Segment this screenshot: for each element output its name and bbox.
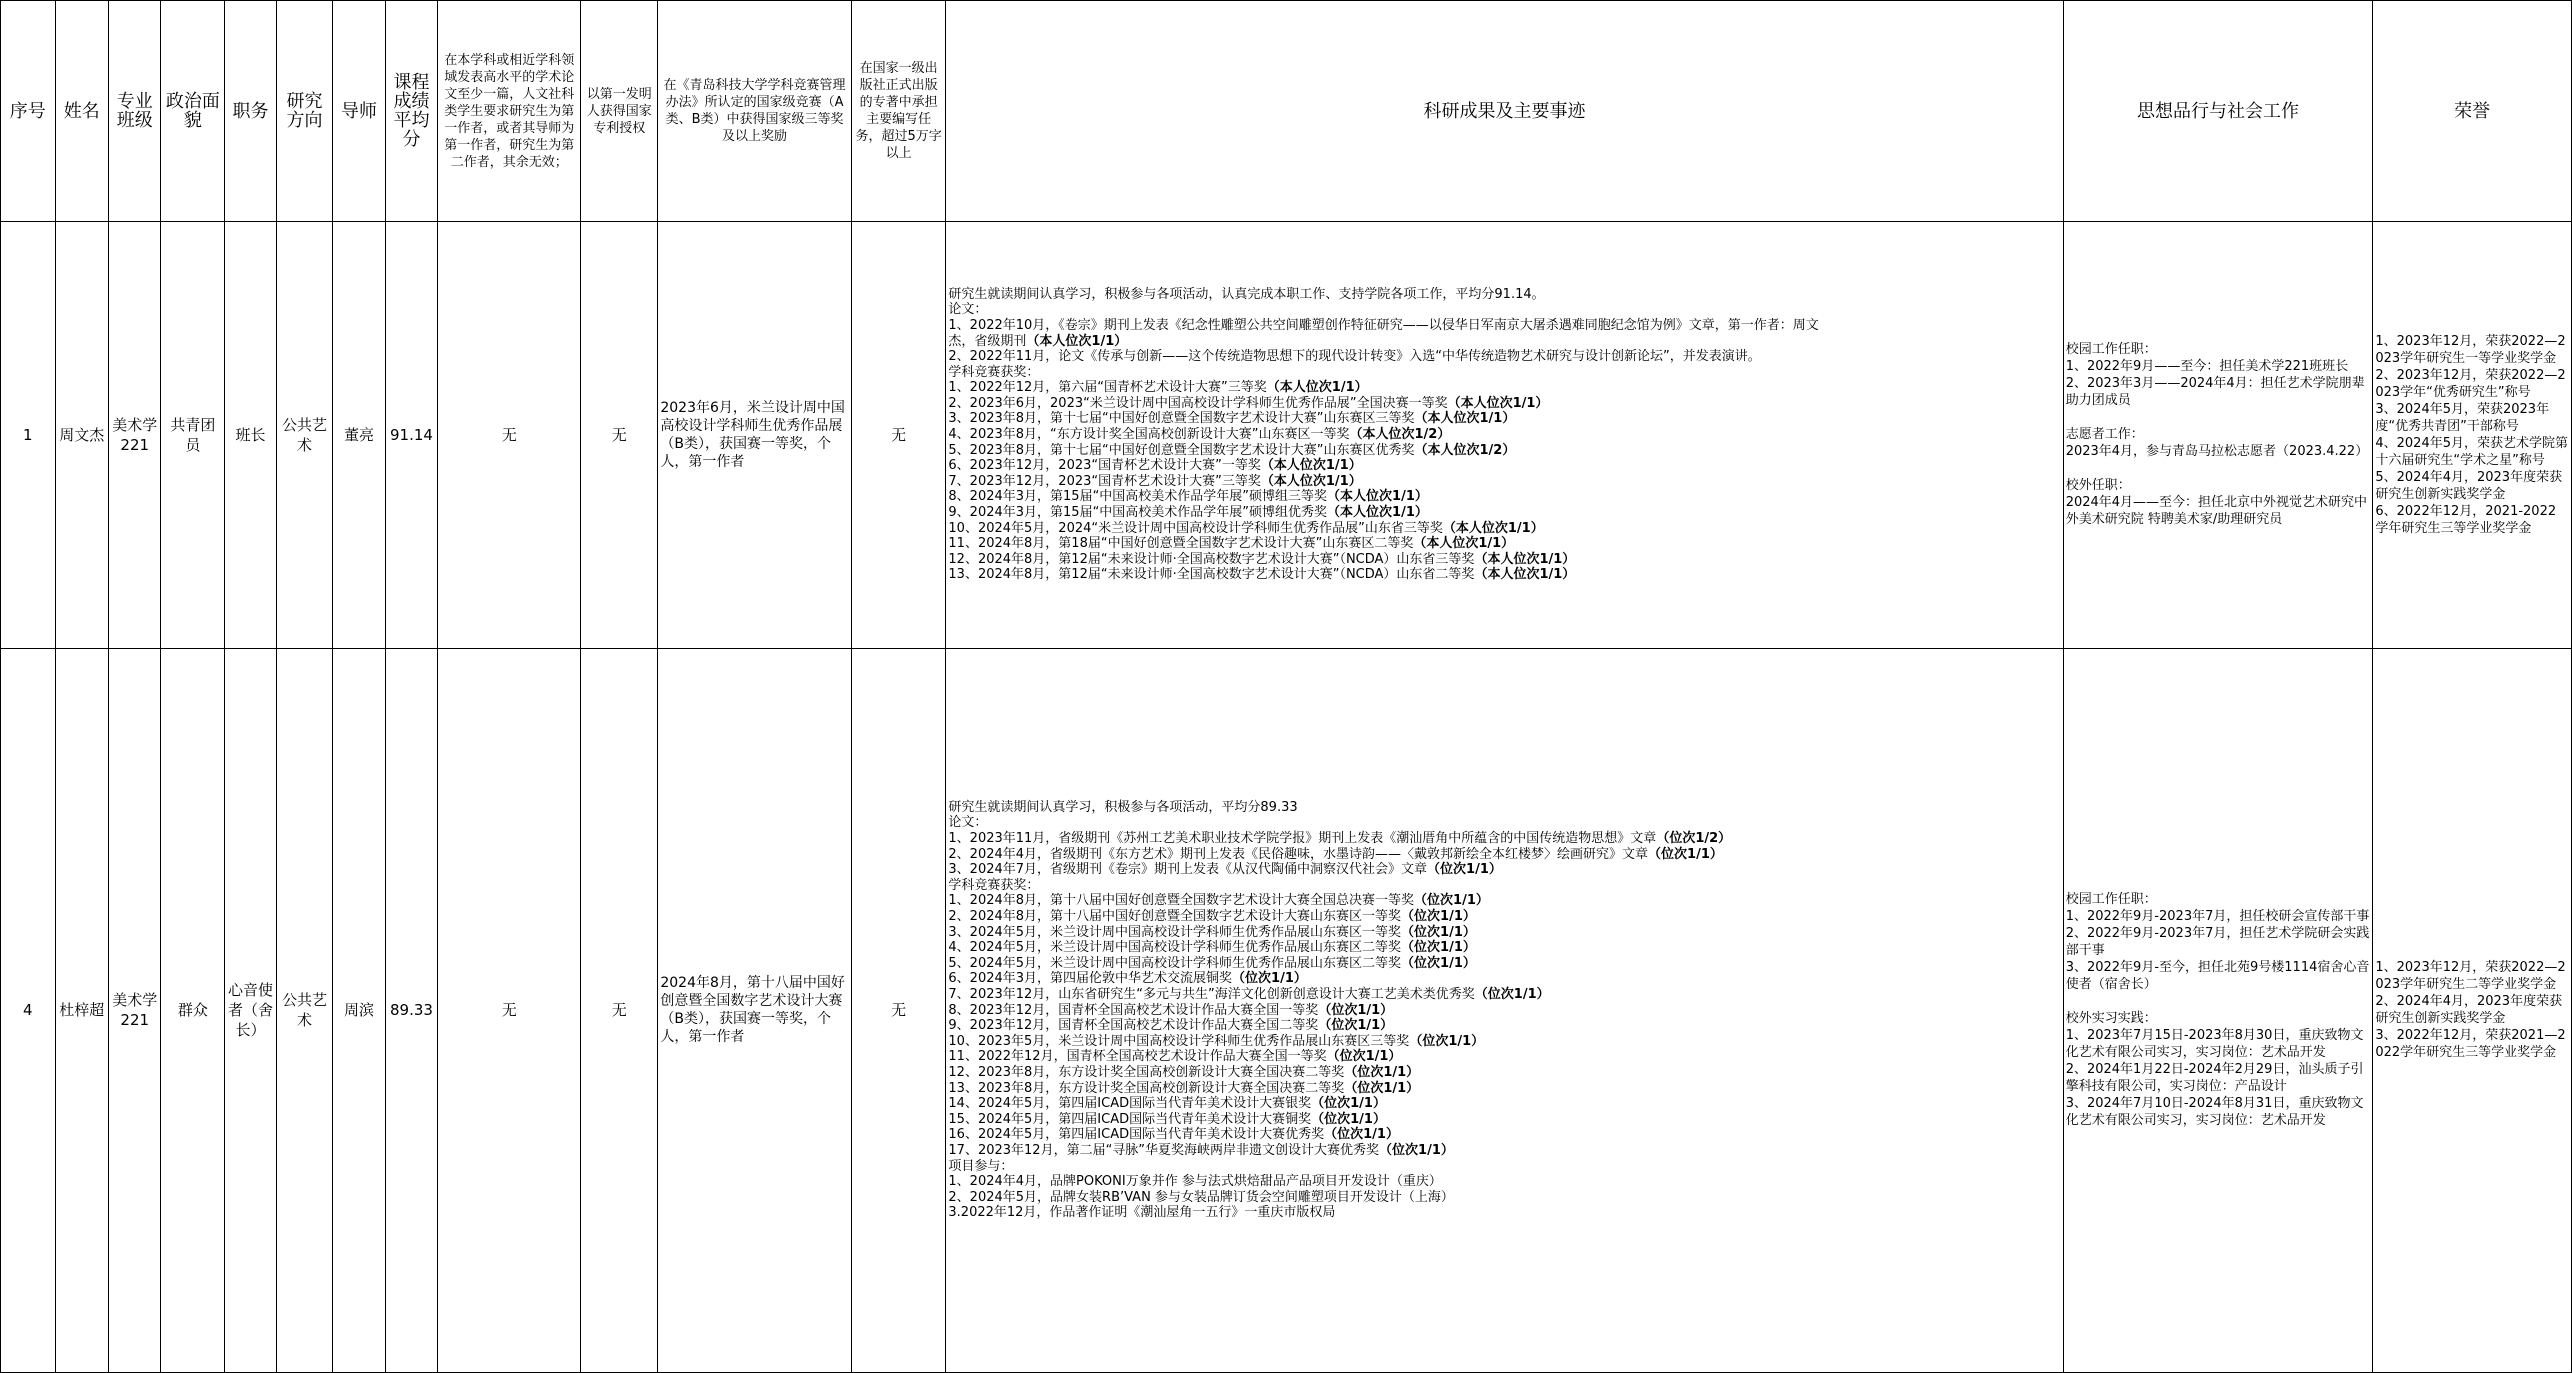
cell-paper-requirement: 无 [438,222,581,649]
rank-label: （位次1/1） [1427,862,1502,878]
cell-advisor: 董亮 [333,222,385,649]
text-line: 1、2023年12月，荣获2022—2023学年研究生一等学业奖学金 [2375,333,2566,366]
achievement-line [948,971,2060,987]
rank-label: （位次1/1） [1311,1096,1386,1112]
text-line [2066,409,2371,426]
text-line: 校外任职： [2065,478,2131,494]
rank-label: （位次1/1） [1401,909,1476,924]
achievement-text: 杰，省级期刊 [948,333,1027,349]
rank-label: （本人位次1/1） [1327,505,1428,521]
cell-political: 群众 [161,648,225,1372]
achievement-line [948,862,2060,878]
text-line: 校园工作任职： [2065,342,2157,358]
achievement-text: 6、2024年3月，第四届伦敦中华艺术交流展铜奖 [948,971,1233,987]
rank-label: （本人位次1/1） [1474,551,1576,567]
achievement-text: 2、2023年6月，2023“米兰设计周中国高校设计学科师生优秀作品展”全国决赛一等奖 [948,395,1448,411]
achievement-line [948,940,2060,956]
table-row [1,648,2572,1372]
achievement-line [948,302,2060,318]
achievement-text: 研究生就读期间认真学习，积极参与各项活动，平均分89.33 [948,799,1298,815]
achievement-line [948,925,2060,941]
rank-label: （位次1/1） [1401,924,1476,940]
header-row [1,1,2572,222]
achievement-text: 2、2022年11月，论文《传承与创新——这个传统造物思想下的现代设计转变》入选“中华传统造物艺术研究与设计创新论坛”，并发表演讲。 [948,349,1761,365]
header-honors: 荣誉 [2373,1,2572,222]
achievement-line [948,987,2060,1003]
achievement-line [948,878,2060,894]
achievement-text: 11、2022年12月，国青杯全国高校艺术设计作品大赛全国一等奖 [948,1049,1327,1065]
achievement-text: 6、2023年12月，2023“国青杯艺术设计大赛”一等奖 [948,458,1261,474]
rank-label: （位次1/1） [1401,940,1476,956]
achievement-text: 3、2024年5月，米兰设计周中国高校设计学科师生优秀作品展山东赛区一等奖 [948,924,1402,940]
achievement-text: 10、2024年5月，2024“米兰设计周中国高校设计学科师生优秀作品展”山东省三等奖 [948,520,1443,536]
cell-patent: 无 [581,222,658,649]
achievement-text: 3、2023年8月，第十七届“中国好创意暨全国数字艺术设计大赛”山东赛区三等奖 [948,411,1415,427]
header-advisor: 导师 [333,1,385,222]
rank-label: （本人位次1/1） [1026,333,1128,349]
achievement-line [948,1096,2060,1112]
header-morality: 思想品行与社会工作 [2063,1,2373,222]
achievement-line [948,1205,2060,1221]
text-line: 1、2023年12月，荣获2022—2023学年研究生二等学业奖学金 [2375,960,2566,993]
cell-research: 公共艺术 [276,222,333,649]
achievement-text: 3、2024年7月，省级期刊《卷宗》期刊上发表《从汉代陶俑中洞察汉代社会》文章 [948,862,1428,878]
cell-book: 无 [851,222,946,649]
achievement-text: 12、2024年8月，第12届“未来设计师·全国高校数字艺术设计大赛”（NCDA）山东省三等奖 [948,551,1475,567]
achievement-text: 10、2023年5月，米兰设计周中国高校设计学科师生优秀作品展山东赛区三等奖 [948,1033,1410,1049]
achievement-line [948,1174,2060,1190]
achievement-text: 1、2024年8月，第十八届中国好创意暨全国数字艺术设计大赛全国总决赛一等奖 [948,893,1415,909]
achievement-line [948,1049,2060,1065]
text-line: 2、2022年9月-2023年7月，担任艺术学院研会实践部干事 [2065,926,2370,959]
rank-label: （位次1/1） [1379,1142,1454,1158]
rank-label: （本人位次1/1） [1414,411,1516,427]
text-line: 4、2024年5月，荣获艺术学院第十六届研究生“学术之星”称号 [2375,435,2568,468]
achievement-line [948,1018,2060,1034]
text-line [2066,993,2371,1010]
achievement-text: 4、2024年5月，米兰设计周中国高校设计学科师生优秀作品展山东赛区二等奖 [948,940,1402,956]
cell-honors [2373,222,2572,649]
achievement-text: 13、2023年8月，东方设计奖全国高校创新设计大赛全国决赛二等奖 [948,1080,1345,1096]
rank-label: （位次1/1） [1414,893,1489,909]
achievement-line [948,380,2060,396]
achievement-line [948,552,2060,568]
achievement-line [948,1159,2060,1175]
text-line: 2024年4月——至今：担任北京中外视觉艺术研究中外美术研究院 特聘美术家/助理研究员 [2065,495,2368,528]
rank-label: （位次1/1） [1232,971,1307,987]
cell-name: 周文杰 [55,222,108,649]
achievement-line [948,1065,2060,1081]
achievement-line [948,536,2060,552]
achievement-line [948,489,2060,505]
cell-paper-requirement: 无 [438,648,581,1372]
achievement-text: 1、2023年11月，省级期刊《苏州工艺美术职业技术学院学报》期刊上发表《潮汕厝角中所蕴含的中国传统造物思想》文章 [948,831,1657,847]
cell-advisor: 周滨 [333,648,385,1372]
rank-label: （位次1/1） [1311,1111,1386,1127]
cell-major-class: 美术学221 [109,222,161,649]
cell-position: 心音使者（舍长） [225,648,276,1372]
achievement-line [948,1143,2060,1159]
achievement-line [948,427,2060,443]
achievement-text: 9、2024年3月，第15届“中国高校美术作品学年展”硕博组优秀奖 [948,505,1328,521]
text-line: 5、2024年4月，2023年度荣获研究生创新实践奖学金 [2375,469,2563,502]
cell-research: 公共艺术 [276,648,333,1372]
achievement-line [948,956,2060,972]
achievement-text: 11、2024年8月，第18届“中国好创意暨全国数字艺术设计大赛”山东赛区二等奖 [948,536,1414,552]
achievement-line [948,1081,2060,1097]
achievement-text: 9、2023年12月，国青杯全国高校艺术设计作品大赛全国二等奖 [948,1018,1319,1034]
cell-patent: 无 [581,648,658,1372]
achievement-text: 8、2023年12月，国青杯全国高校艺术设计作品大赛全国一等奖 [948,1002,1319,1018]
achievement-line [948,1127,2060,1143]
achievement-text: 16、2024年5月，第四届ICAD国际当代青年美术设计大赛优秀奖 [948,1127,1325,1143]
header-competition: 在《青岛科技大学学科竞赛管理办法》所认定的国家级竞赛（A类、B类）中获得国家级三等奖及以上奖励 [658,1,851,222]
achievement-text: 1、2022年10月，《卷宗》期刊上发表《纪念性雕塑公共空间雕塑创作特征研究——以侵华日军南京大屠杀遇难同胞纪念馆为例》文章，第一作者：周文 [948,317,1819,333]
text-line: 3、2024年7月10日-2024年8月31日，重庆致物文化艺术有限公司实习，实习岗位：艺术品开发 [2065,1096,2364,1129]
rank-label: （位次1/1） [1409,1033,1485,1049]
cell-morality [2063,222,2373,649]
achievement-text: 7、2023年12月，2023“国青杯艺术设计大赛”三等奖 [948,473,1261,489]
achievement-text: 1、2024年4月，品牌POKONI万象并作 参与法式烘焙甜品产品项目开发设计（重庆） [948,1174,1442,1190]
text-line: 2、2024年1月22日-2024年2月29日，汕头质子引擎科技有限公司，实习岗位：产品设计 [2065,1062,2364,1095]
cell-name: 杜梓超 [55,648,108,1372]
rank-label: （本人位次1/1） [1474,567,1576,583]
achievement-text: 3.2022年12月，作品著作证明《潮汕屋角一五行》一重庆市版权局 [948,1205,1336,1221]
achievement-line [948,893,2060,909]
cell-gpa: 91.14 [385,222,437,649]
rank-label: （位次1/1） [1648,846,1723,862]
achievement-line [948,318,2060,334]
text-line: 1、2022年9月-2023年7月，担任校研会宣传部干事 [2065,909,2370,925]
text-line: 2、2023年3月——2024年4月：担任艺术学院朋辈助力团成员 [2065,376,2365,409]
achievement-text: 2、2024年8月，第十八届中国好创意暨全国数字艺术设计大赛山东赛区一等奖 [948,909,1402,924]
achievement-text: 1、2022年12月，第六届“国青杯艺术设计大赛”三等奖 [948,380,1267,396]
rank-label: （位次1/1） [1326,1049,1402,1065]
achievement-text: 2、2024年4月，省级期刊《东方艺术》期刊上发表《民俗趣味，水墨诗韵——〈戴敦邦新绘全本红楼梦〉绘画研究》文章 [948,846,1649,862]
cell-seq: 4 [1,648,56,1372]
achievement-text: 13、2024年8月，第12届“未来设计师·全国高校数字艺术设计大赛”（NCDA）山东省二等奖 [948,567,1475,583]
text-line: 3、2024年5月，荣获2023年度“优秀共青团”干部称号 [2375,401,2550,434]
text-line: 1、2023年7月15日-2023年8月30日，重庆致物文化艺术有限公司实习，实习岗位：艺术品开发 [2065,1028,2364,1061]
header-seq: 序号 [1,1,56,222]
header-name: 姓名 [55,1,108,222]
cell-major-class: 美术学221 [109,648,161,1372]
table-row [1,222,2572,649]
achievement-text: 论文： [948,302,988,318]
cell-position: 班长 [225,222,276,649]
achievement-line [948,909,2060,925]
achievement-text: 7、2023年12月，山东省研究生“多元与共生”海洋文化创新创意设计大赛工艺美术类优秀奖 [948,986,1475,1002]
cell-competition: 2024年8月，第十八届中国好创意暨全国数字艺术设计大赛（B类），获国赛一等奖，个人，第一作者 [658,648,851,1372]
cell-achievements [946,648,2063,1372]
achievement-text: 12、2023年8月，东方设计奖全国高校创新设计大赛全国决赛二等奖 [948,1064,1345,1080]
rank-label: （本人位次1/1） [1260,458,1362,474]
achievement-text: 5、2023年8月，第十七届“中国好创意暨全国数字艺术设计大赛”山东赛区优秀奖 [948,442,1415,458]
cell-morality [2063,648,2373,1372]
text-line: 校外实习实践： [2065,1011,2157,1027]
achievement-line [948,349,2060,365]
achievement-text: 5、2024年5月，米兰设计周中国高校设计学科师生优秀作品展山东赛区二等奖 [948,955,1402,971]
cell-seq: 1 [1,222,56,649]
achievement-text: 8、2024年3月，第15届“中国高校美术作品学年展”硕博组三等奖 [948,489,1328,505]
achievement-text: 论文： [948,815,988,831]
achievement-line [948,411,2060,427]
rank-label: （本人位次1/1） [1327,489,1428,505]
rank-label: （位次1/1） [1474,986,1550,1002]
text-line: 3、2022年9月-至今，担任北苑9号楼1114宿舍心音使者（宿舍长） [2065,960,2370,993]
rank-label: （位次1/1） [1344,1080,1420,1096]
header-paper-requirement: 在本学科或相近学科领域发表高水平的学术论文至少一篇，人文社科类学生要求研究生为第一作者，或者其导师为第一作者，研究生为第二作者，其余无效； [438,1,581,222]
cell-book: 无 [851,648,946,1372]
cell-honors [2373,648,2572,1372]
cell-competition: 2023年6月，米兰设计周中国高校设计学科师生优秀作品展（B类），获国赛一等奖，个人，第一作者 [658,222,851,649]
rank-label: （位次1/1） [1324,1127,1399,1143]
header-achievements: 科研成果及主要事迹 [946,1,2063,222]
achievement-text: 17、2023年12月，第二届“寻脉”华夏奖海峡两岸非遗文创设计大赛优秀奖 [948,1142,1380,1158]
rank-label: （本人位次1/1） [1447,395,1549,411]
rank-label: （本人位次1/1） [1413,536,1515,552]
achievement-text: 4、2023年8月，“东方设计奖全国高校创新设计大赛”山东赛区一等奖 [948,427,1350,443]
header-political: 政治面貌 [161,1,225,222]
rank-label: （位次1/1） [1318,1018,1394,1034]
achievement-text: 15、2024年5月，第四届ICAD国际当代青年美术设计大赛铜奖 [948,1111,1312,1127]
achievement-line [948,1003,2060,1019]
achievement-line [948,567,2060,583]
achievement-text: 14、2024年5月，第四届ICAD国际当代青年美术设计大赛银奖 [948,1096,1312,1112]
rank-label: （位次1/1） [1344,1064,1420,1080]
achievement-line [948,1034,2060,1050]
rank-label: （位次1/2） [1656,831,1732,847]
achievement-text: 学科竞赛获奖： [948,877,1040,893]
rank-label: （本人位次1/1） [1266,380,1368,396]
cell-political: 共青团员 [161,222,225,649]
achievement-text: 研究生就读期间认真学习，积极参与各项活动，认真完成本职工作、支持学院各项工作，平均分91.14。 [948,286,1545,302]
text-line [2066,460,2371,477]
header-book: 在国家一级出版社正式出版的专著中承担主要编写任务，超过5万字以上 [851,1,946,222]
text-line: 2、2024年4月，2023年度荣获研究生创新实践奖学金 [2375,994,2563,1027]
achievement-line [948,287,2060,303]
header-gpa: 课程成绩平均分 [385,1,437,222]
achievement-line [948,831,2060,847]
achievement-line [948,800,2060,816]
achievement-line [948,474,2060,490]
text-line: 2023年4月，参与青岛马拉松志愿者（2023.4.22） [2065,444,2369,460]
text-line: 1、2022年9月——至今：担任美术学221班班长 [2065,359,2349,375]
achievement-line [948,815,2060,831]
text-line: 6、2022年12月，2021-2022学年研究生三等学业奖学金 [2375,503,2557,536]
rank-label: （本人位次1/2） [1414,442,1516,458]
achievement-line [948,365,2060,381]
text-line: 校园工作任职： [2065,892,2157,908]
text-line: 3、2022年12月，荣获2021—2022学年研究生三等学业奖学金 [2375,1028,2566,1061]
achievement-line [948,1190,2060,1206]
rank-label: （位次1/1） [1318,1002,1394,1018]
achievement-line [948,1112,2060,1128]
header-research: 研究方向 [276,1,333,222]
cell-gpa: 89.33 [385,648,437,1372]
achievement-line [948,443,2060,459]
rank-label: （位次1/1） [1401,955,1476,971]
text-line: 2、2023年12月，荣获2022—2023学年“优秀研究生”称号 [2375,367,2566,400]
rank-label: （本人位次1/1） [1260,473,1362,489]
achievement-line [948,458,2060,474]
header-patent: 以第一发明人获得国家专利授权 [581,1,658,222]
achievement-line [948,847,2060,863]
cell-achievements [946,222,2063,649]
achievement-line [948,334,2060,350]
text-line: 志愿者工作： [2065,427,2144,443]
rank-label: （本人位次1/2） [1349,427,1451,443]
achievement-text: 项目参与： [948,1158,1014,1174]
rank-label: （本人位次1/1） [1442,520,1544,536]
header-major-class: 专业班级 [109,1,161,222]
achievement-line [948,521,2060,537]
achievement-text: 学科竞赛获奖： [948,364,1040,380]
achievement-line [948,505,2060,521]
header-position: 职务 [225,1,276,222]
achievement-text: 2、2024年5月，品牌女装RB’VAN 参与女装品牌订货会空间雕塑项目开发设计（上海） [948,1189,1454,1205]
achievement-line [948,396,2060,412]
